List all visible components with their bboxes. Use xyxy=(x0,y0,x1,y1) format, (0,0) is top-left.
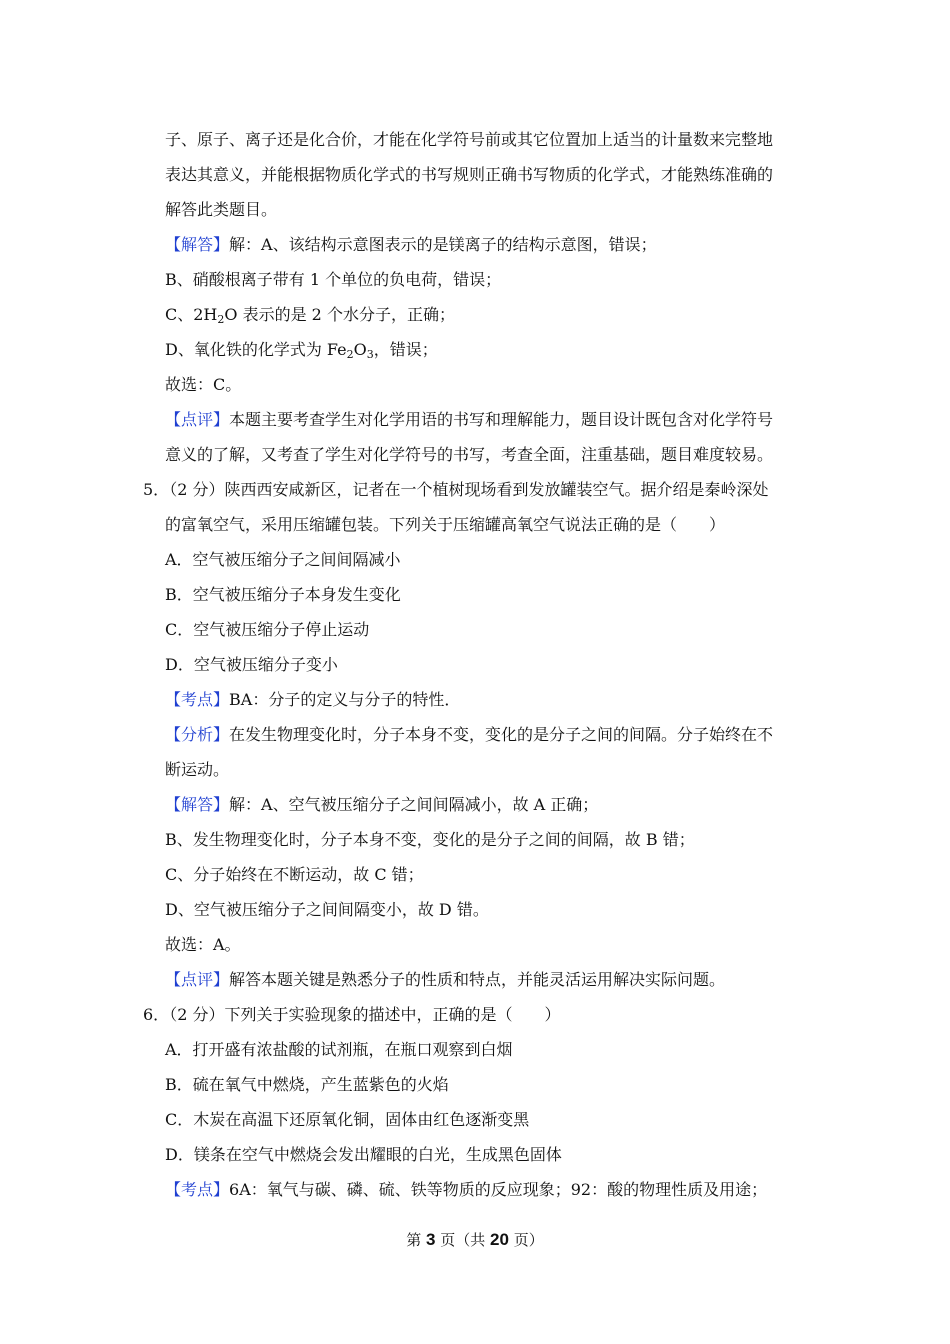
comment-text: 本题主要考查学生对化学用语的书写和理解能力，题目设计既包含对化学符号 xyxy=(229,410,774,429)
question-number: 5． xyxy=(143,480,170,499)
q6-stem xyxy=(143,1005,560,1025)
text-fragment: ，错误； xyxy=(373,340,438,359)
question-stem: （2 分）陕西西安咸新区，记者在一个植树现场看到发放罐装空气。据介绍是秦岭深处 xyxy=(169,480,769,499)
q4-answer xyxy=(165,235,657,255)
answer-text: 解：A、空气被压缩分子之间间隔减小，故 A 正确； xyxy=(229,795,599,814)
q5-answer-b: B、发生物理变化时，分子本身不变，变化的是分子之间的间隔，故 B 错； xyxy=(165,830,695,849)
q6-option-a: A．打开盛有浓盐酸的试剂瓶，在瓶口观察到白烟 xyxy=(165,1040,513,1059)
q5-answer xyxy=(165,795,598,815)
comment-text: 解答本题关键是熟悉分子的性质和特点，并能灵活运用解决实际问题。 xyxy=(229,970,726,989)
page-number: 3 xyxy=(426,1230,436,1249)
point-text: 6A：氧气与碳、磷、硫、铁等物质的反应现象；92：酸的物理性质及用途； xyxy=(229,1180,768,1199)
q5-option-c: C．空气被压缩分子停止运动 xyxy=(165,620,370,639)
comment-tag: 【点评】 xyxy=(165,410,230,429)
q5-option-b: B．空气被压缩分子本身发生变化 xyxy=(165,585,401,604)
q4-choice: 故选：C。 xyxy=(165,375,242,394)
answer-tag: 【解答】 xyxy=(165,235,230,254)
analysis-tag: 【分析】 xyxy=(165,725,230,744)
q5-option-a: A．空气被压缩分子之间间隔减小 xyxy=(165,550,401,569)
q4-answer-c xyxy=(165,305,455,325)
q5-answer-c: C、分子始终在不断运动，故 C 错； xyxy=(165,865,424,884)
paragraph-line: 解答此类题目。 xyxy=(165,200,278,219)
subscript: 2 xyxy=(217,313,225,326)
text-fragment: O xyxy=(353,340,367,359)
total-pages: 20 xyxy=(490,1230,509,1249)
point-tag: 【考点】 xyxy=(165,1180,230,1199)
q4-comment xyxy=(165,410,773,430)
question-number: 6． xyxy=(143,1005,170,1024)
subscript: 3 xyxy=(366,348,374,361)
page-footer xyxy=(0,1230,950,1250)
q5-choice: 故选：A。 xyxy=(165,935,241,954)
analysis-text: 在发生物理变化时，分子本身不变，变化的是分子之间的间隔。分子始终在不 xyxy=(229,725,774,744)
q4-answer-d xyxy=(165,340,438,360)
point-text: BA：分子的定义与分子的特性． xyxy=(229,690,461,709)
question-stem: （2 分）下列关于实验现象的描述中，正确的是（ ） xyxy=(169,1005,561,1024)
text-fragment: D、氧化铁的化学式为 Fe xyxy=(165,340,347,359)
q5-point xyxy=(165,690,460,710)
subscript: 2 xyxy=(346,348,354,361)
footer-text: 页） xyxy=(508,1231,544,1249)
text-fragment: O 表示的是 2 个水分子，正确； xyxy=(224,305,455,324)
q6-point xyxy=(165,1180,767,1200)
q5-comment xyxy=(165,970,725,990)
q5-option-d: D．空气被压缩分子变小 xyxy=(165,655,338,674)
q4-answer-b: B、硝酸根离子带有 1 个单位的负电荷，错误； xyxy=(165,270,502,289)
footer-text: 第 xyxy=(406,1231,427,1249)
q5-analysis xyxy=(165,725,773,745)
footer-text: 页（共 xyxy=(435,1231,491,1249)
paragraph-line: 子、原子、离子还是化合价，才能在化学符号前或其它位置加上适当的计量数来完整地 xyxy=(165,130,774,149)
text-fragment: C、2H xyxy=(165,305,218,324)
q6-option-d: D．镁条在空气中燃烧会发出耀眼的白光，生成黑色固体 xyxy=(165,1145,562,1164)
q5-stem xyxy=(143,480,768,500)
point-tag: 【考点】 xyxy=(165,690,230,709)
q5-stem-line2: 的富氧空气，采用压缩罐包装。下列关于压缩罐高氧空气说法正确的是（ ） xyxy=(165,515,726,534)
q6-option-c: C．木炭在高温下还原氧化铜，固体由红色逐渐变黑 xyxy=(165,1110,530,1129)
q5-answer-d: D、空气被压缩分子之间间隔变小，故 D 错。 xyxy=(165,900,489,919)
answer-tag: 【解答】 xyxy=(165,795,230,814)
comment-tag: 【点评】 xyxy=(165,970,230,989)
q6-option-b: B．硫在氧气中燃烧，产生蓝紫色的火焰 xyxy=(165,1075,449,1094)
q5-analysis-line2: 断运动。 xyxy=(165,760,230,779)
paragraph-line: 表达其意义，并能根据物质化学式的书写规则正确书写物质的化学式，才能熟练准确的 xyxy=(165,165,774,184)
q4-comment-line2: 意义的了解，又考查了学生对化学符号的书写，考查全面，注重基础，题目难度较易。 xyxy=(165,445,774,464)
answer-text: 解：A、该结构示意图表示的是镁离子的结构示意图，错误； xyxy=(229,235,657,254)
